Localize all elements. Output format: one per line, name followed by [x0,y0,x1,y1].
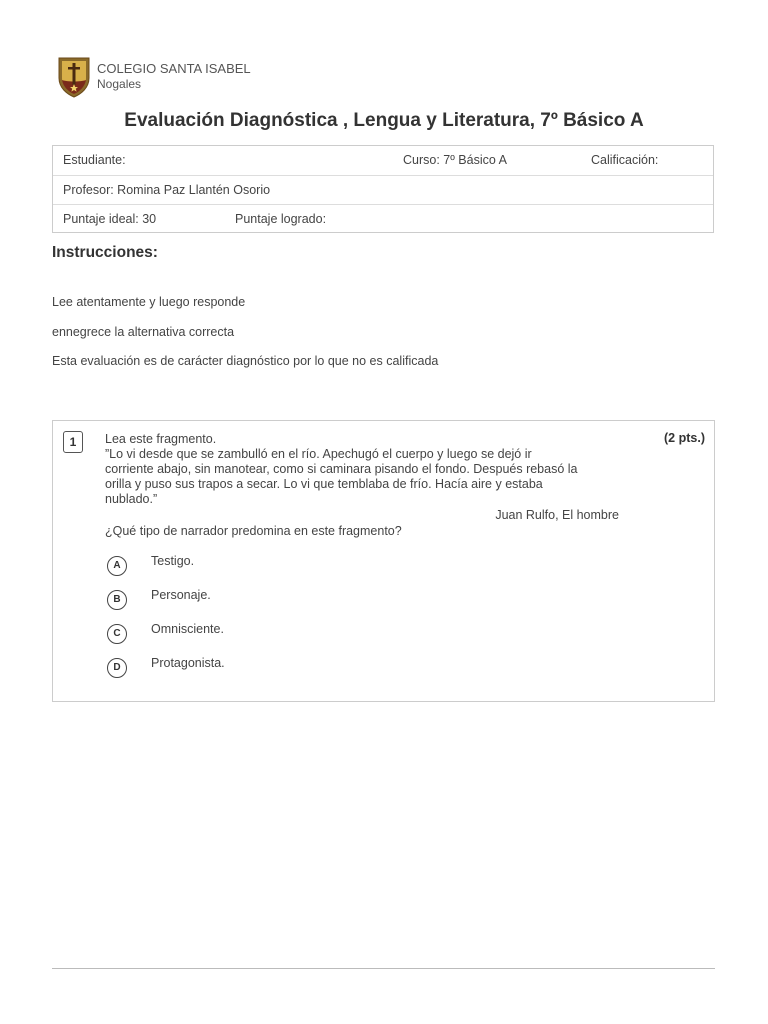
option-text: Testigo. [151,554,195,568]
fragment-line: nublado.” [105,492,158,506]
fragment-author: Juan Rulfo, El hombre [495,508,619,522]
option-a[interactable] [107,556,407,578]
fragment-line: corriente abajo, sin manotear, como si caminara pisando el fondo. Después rebasó la [105,462,578,476]
question-number: 1 [63,431,83,453]
teacher-label: Profesor: Romina Paz Llantén Osorio [63,183,271,197]
option-letter[interactable]: D [107,658,127,678]
info-row-teacher [53,175,713,205]
info-row-student [53,146,713,175]
instruction-line: ennegrece la alternativa correcta [52,325,235,339]
question-prompt: ¿Qué tipo de narrador predomina en este fragmento? [105,524,402,538]
grade-label: Calificación: [591,153,659,167]
course-label: Curso: 7º Básico A [403,153,507,167]
school-crest-icon [57,56,91,98]
option-text: Protagonista. [151,656,225,670]
option-letter[interactable]: A [107,556,127,576]
option-letter[interactable]: C [107,624,127,644]
fragment-line: ”Lo vi desde que se zambulló en el río. Apechugó el cuerpo y luego se dejó ir [105,447,532,461]
school-city: Nogales [97,77,142,91]
instruction-line: Esta evaluación es de carácter diagnóstico por lo que no es calificada [52,354,439,368]
achieved-score-label: Puntaje logrado: [235,212,327,226]
question-points: (2 pts.) [664,431,705,445]
fragment-line: orilla y puso sus trapos a secar. Lo vi que temblaba de frío. Hacía aire y estaba [105,477,543,491]
option-b[interactable] [107,590,407,612]
option-c[interactable] [107,624,407,646]
info-row-score [53,204,713,234]
option-text: Omnisciente. [151,622,224,636]
page-title: Evaluación Diagnóstica , Lengua y Literatura, 7º Básico A [124,110,644,131]
question-card [52,420,715,702]
question-intro: Lea este fragmento. [105,432,217,446]
footer-divider [52,968,715,969]
student-info-table [52,145,714,233]
school-name: COLEGIO SANTA ISABEL [97,61,251,76]
instructions-heading: Instrucciones: [52,244,158,261]
instruction-line: Lee atentamente y luego responde [52,295,246,309]
option-text: Personaje. [151,588,211,602]
student-label: Estudiante: [63,153,126,167]
option-d[interactable] [107,658,407,680]
ideal-score-label: Puntaje ideal: 30 [63,212,157,226]
option-letter[interactable]: B [107,590,127,610]
